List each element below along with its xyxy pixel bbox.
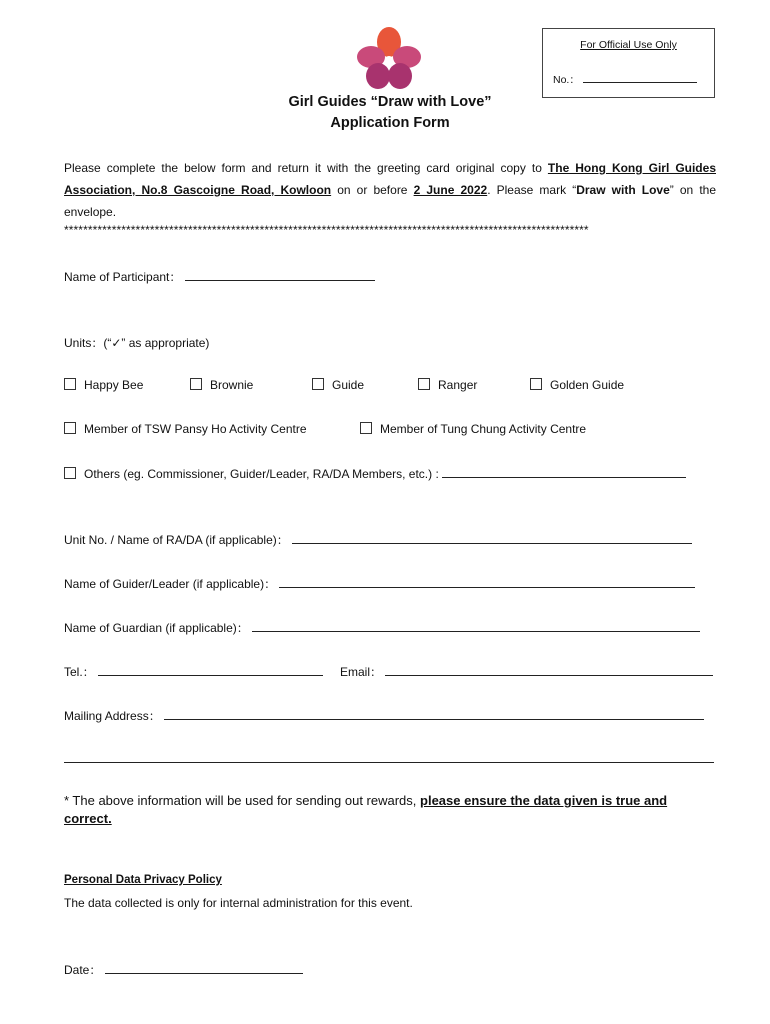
mailing-row xyxy=(64,707,704,724)
checkbox[interactable] xyxy=(190,378,202,390)
checkbox[interactable] xyxy=(64,467,76,479)
checkbox[interactable] xyxy=(418,378,430,390)
privacy-text: The data collected is only for internal administration for this event. xyxy=(64,896,413,910)
unit-option-happy-bee[interactable] xyxy=(64,378,143,392)
date-field[interactable] xyxy=(105,962,303,974)
notice-emphasis: please ensure the data given is true and correct. xyxy=(64,793,668,826)
guardian-field[interactable] xyxy=(252,620,700,632)
official-no-row xyxy=(553,71,697,87)
form-title-line2: Application Form xyxy=(330,115,450,131)
intro-deadline: 2 June 2022 xyxy=(413,183,488,197)
logo-center xyxy=(385,56,393,64)
unit-option-label: Golden Guide xyxy=(550,378,625,392)
participant-label: Name of Participant： xyxy=(64,270,182,284)
tel-row xyxy=(64,663,323,680)
logo-petal-bottom-left xyxy=(366,63,390,89)
official-no-field[interactable] xyxy=(583,71,697,83)
official-no-label: No.： xyxy=(553,74,580,86)
privacy-heading: Personal Data Privacy Policy xyxy=(64,874,222,886)
unit-option-label: Ranger xyxy=(438,378,478,392)
guider-label: Name of Guider/Leader (if applicable)： xyxy=(64,577,277,591)
unit-no-row xyxy=(64,531,692,548)
intro-mark: Draw with Love xyxy=(576,183,670,197)
intro-text-3: . Please mark “ xyxy=(487,183,577,197)
unit-option-label: Brownie xyxy=(210,378,254,392)
mailing-row-2 xyxy=(64,751,714,766)
checkbox[interactable] xyxy=(64,378,76,390)
checkbox[interactable] xyxy=(530,378,542,390)
unit-option-brownie[interactable] xyxy=(190,378,253,392)
date-label: Date： xyxy=(64,963,102,977)
unit-no-label: Unit No. / Name of RA/DA (if applicable)： xyxy=(64,533,289,547)
form-title-line1: Girl Guides “Draw with Love” xyxy=(288,94,492,110)
intro-text-2: on or before xyxy=(331,183,414,197)
rewards-notice xyxy=(64,792,716,828)
units-label: Units：(“✓” as appropriate) xyxy=(64,336,210,350)
unit-option-others[interactable] xyxy=(64,466,686,481)
unit-option-tsw[interactable] xyxy=(64,422,307,436)
logo-petal-bottom-right xyxy=(388,63,412,89)
intro-paragraph xyxy=(64,157,716,223)
unit-option-label: Member of TSW Pansy Ho Activity Centre xyxy=(84,422,307,436)
guider-field[interactable] xyxy=(279,576,695,588)
unit-option-golden-guide[interactable] xyxy=(530,378,624,392)
unit-no-field[interactable] xyxy=(292,532,692,544)
checkbox[interactable] xyxy=(312,378,324,390)
participant-field[interactable] xyxy=(185,269,375,281)
notice-text: * The above information will be used for sending out rewards, xyxy=(64,793,421,808)
mailing-field-2[interactable] xyxy=(64,751,714,763)
unit-option-tung-chung[interactable] xyxy=(360,422,586,436)
mailing-label: Mailing Address： xyxy=(64,709,161,723)
intro-text-4: ” on the envelope. xyxy=(64,183,717,219)
unit-option-label: Happy Bee xyxy=(84,378,144,392)
email-field[interactable] xyxy=(385,664,713,676)
others-field[interactable] xyxy=(442,466,686,478)
checkbox[interactable] xyxy=(64,422,76,434)
email-row xyxy=(340,663,713,680)
official-use-title: For Official Use Only xyxy=(580,39,677,51)
guider-row xyxy=(64,575,695,592)
date-row xyxy=(64,961,303,978)
unit-option-label: Guide xyxy=(332,378,365,392)
unit-option-label: Member of Tung Chung Activity Centre xyxy=(380,422,587,436)
mailing-field[interactable] xyxy=(164,708,704,720)
unit-option-label: Others (eg. Commissioner, Guider/Leader, RA/DA Members, etc.) : xyxy=(84,467,439,481)
official-use-box xyxy=(542,28,715,98)
guardian-label: Name of Guardian (if applicable)： xyxy=(64,621,249,635)
tel-label: Tel.： xyxy=(64,665,95,679)
guardian-row xyxy=(64,619,700,636)
participant-row xyxy=(64,268,375,285)
email-label: Email： xyxy=(340,665,383,679)
intro-text-1: Please complete the below form and return it with the greeting card original copy to xyxy=(64,161,548,175)
intro-address: The Hong Kong Girl Guides Association, No.8 Gascoigne Road, Kowloon xyxy=(64,161,716,197)
tel-field[interactable] xyxy=(98,664,323,676)
separator-stars: ************************************************************************************************************** xyxy=(64,223,589,237)
unit-option-ranger[interactable] xyxy=(418,378,477,392)
checkbox[interactable] xyxy=(360,422,372,434)
girl-guides-logo xyxy=(354,26,424,92)
unit-option-guide[interactable] xyxy=(312,378,364,392)
